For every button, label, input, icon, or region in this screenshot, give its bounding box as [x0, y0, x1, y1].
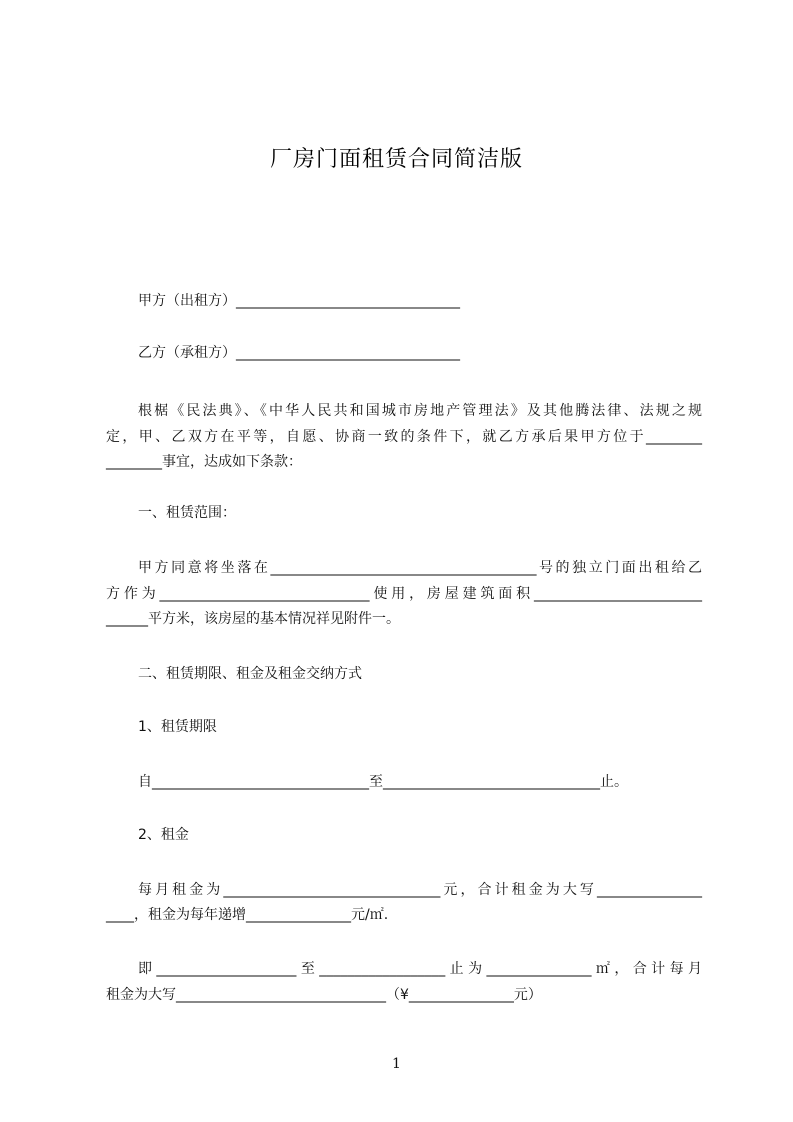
term-subheading: 1、租赁期限	[138, 719, 217, 735]
preamble-line-3: ________事宜，达成如下条款：	[106, 454, 302, 470]
term-line: 自_______________________________至_______________________________止。	[138, 774, 628, 790]
preamble-line-2: 定，甲、乙双方在平等，自愿、协商一致的条件下，就乙方承后果甲方位于________	[106, 429, 702, 445]
scope-line-3: ______平方米，该房屋的基本情况祥见附件一。	[106, 611, 400, 627]
section-1-heading: 一、租赁范围：	[138, 505, 236, 521]
document-title: 厂房门面租赁合同简洁版	[269, 147, 523, 172]
preamble-line-1: 根椐《民法典》、《中华人民共和国城市房地产管理法》及其他腾法律、法规之规	[138, 403, 702, 419]
party-a-line: 甲方（出租方）________________________________	[138, 293, 460, 309]
section-2-heading: 二、租赁期限、租金及租金交纳方式	[138, 666, 362, 682]
page-number: 1	[392, 1056, 401, 1072]
rent-line-2: ____，租金为每年递增_______________元/㎡.	[106, 907, 389, 923]
rent-subheading: 2、租金	[138, 827, 189, 843]
scope-line-1: 甲方同意将坐落在______________________________________号的独立门面出租给乙	[138, 560, 702, 576]
party-b-line: 乙方（承租方）________________________________	[138, 345, 460, 361]
rent-period-line-2: 租金为大写______________________________（¥_______________元）	[106, 987, 542, 1003]
scope-line-2: 方作为______________________________使用，房屋建筑面积________________________	[106, 586, 702, 602]
rent-period-line-1: 即____________________至__________________止为_______________㎡，合计每月	[138, 961, 702, 977]
rent-line-1: 每月租金为_______________________________元，合计租金为大写_______________	[138, 882, 702, 898]
